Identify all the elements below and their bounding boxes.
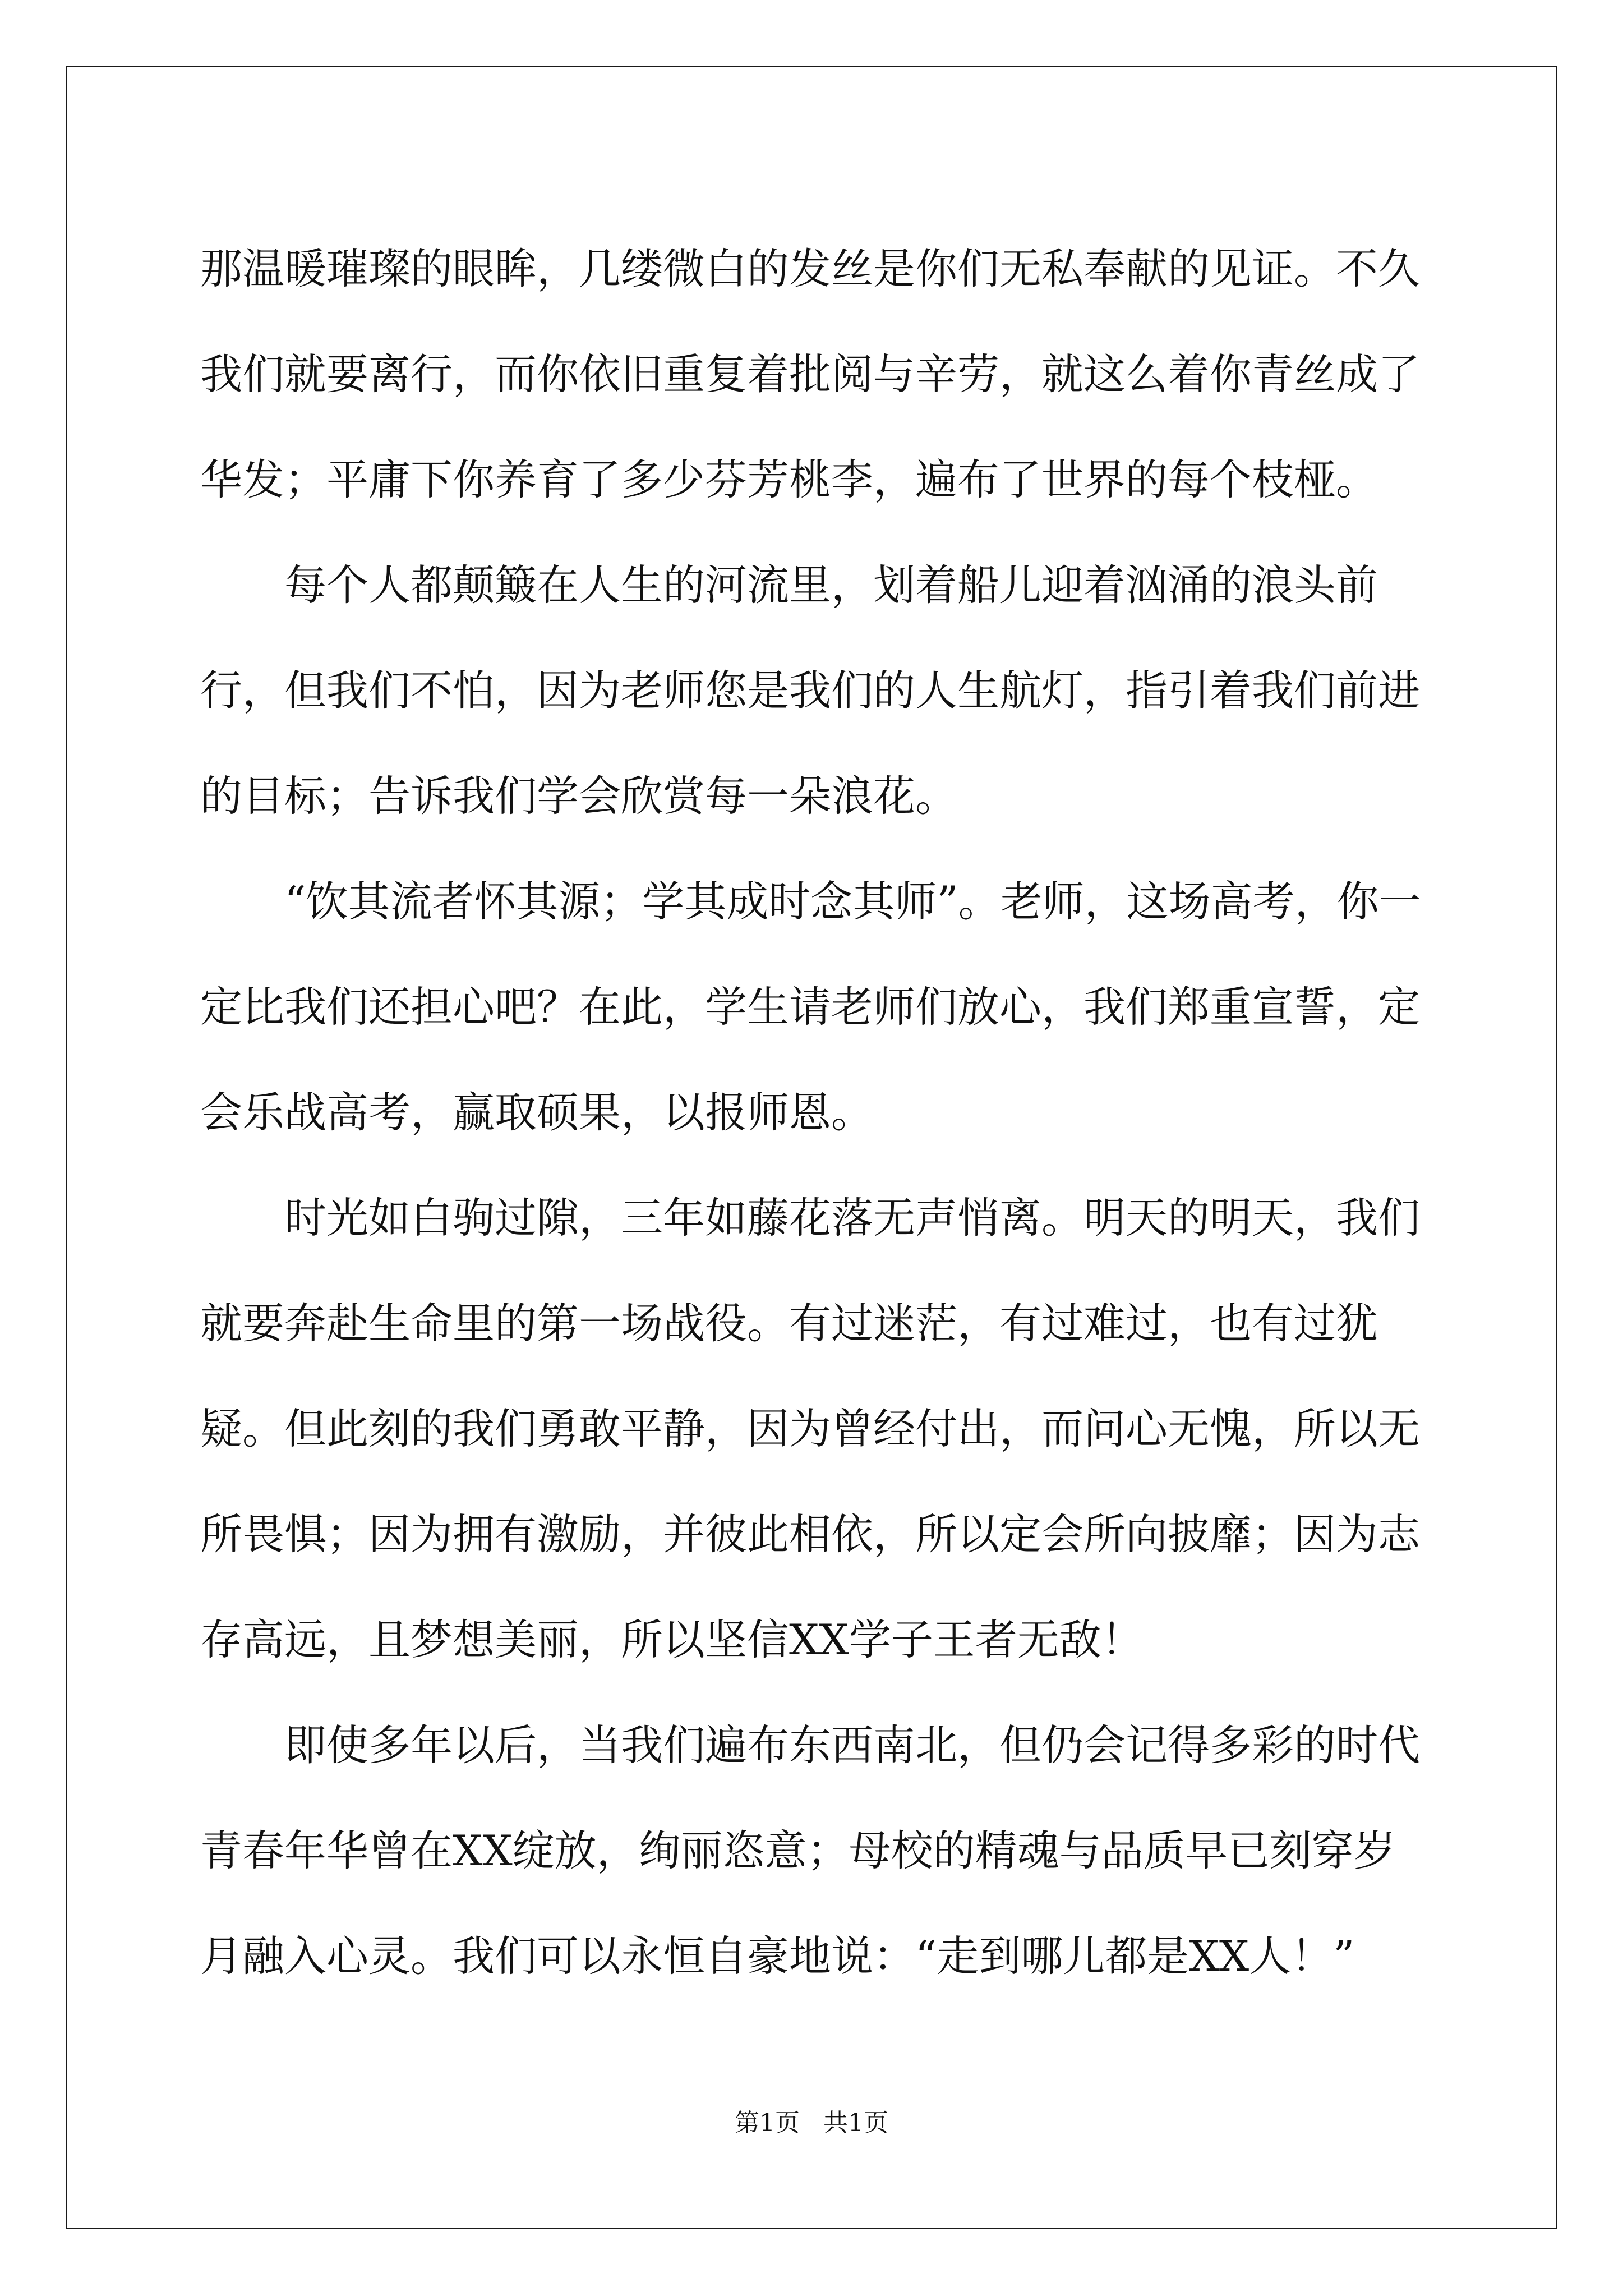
paragraph-3: “饮其流者怀其源；学其成时念其师”。老师，这场高考，你一定比我们还担心吧？在此，学生请老师们放心，我们郑重宣誓，定会乐战高考，赢取硕果，以报师恩。 — [200, 877, 1421, 1137]
paragraph-1: 那温暖璀璨的眼眸，几缕微白的发丝是你们无私奉献的见证。不久我们就要离行，而你依旧重复着批阅与辛劳，就这么着你青丝成了华发；平庸下你养育了多少芬芳桃李，遍布了世界的每个枝桠。 — [200, 244, 1421, 504]
page-footer: 第1页 共1页 — [735, 2109, 888, 2137]
paragraph-4: 时光如白驹过隙，三年如藤花落无声悄离。明天的明天，我们就要奔赴生命里的第一场战役。有过迷茫，有过难过，也有过犹疑。但此刻的我们勇敢平静，因为曾经付出，而问心无愧，所以无所畏惧；因为拥有激励，并彼此相依，所以定会所向披靡；因为志存高远，且梦想美丽，所以坚信XX学子王者无敌！ — [200, 1193, 1421, 1664]
paragraph-5: 即使多年以后，当我们遍布东西南北，但仍会记得多彩的时代青春年华曾在XX绽放，绚丽恣意；母校的精魂与品质早已刻穿岁月融入心灵。我们可以永恒自豪地说：“走到哪儿都是XX人！” — [200, 1720, 1421, 1981]
paragraph-2: 每个人都颠簸在人生的河流里，划着船儿迎着汹涌的浪头前行，但我们不怕，因为老师您是我们的人生航灯，指引着我们前进的目标；告诉我们学会欣赏每一朵浪花。 — [200, 560, 1421, 821]
document-body — [200, 216, 1428, 2009]
